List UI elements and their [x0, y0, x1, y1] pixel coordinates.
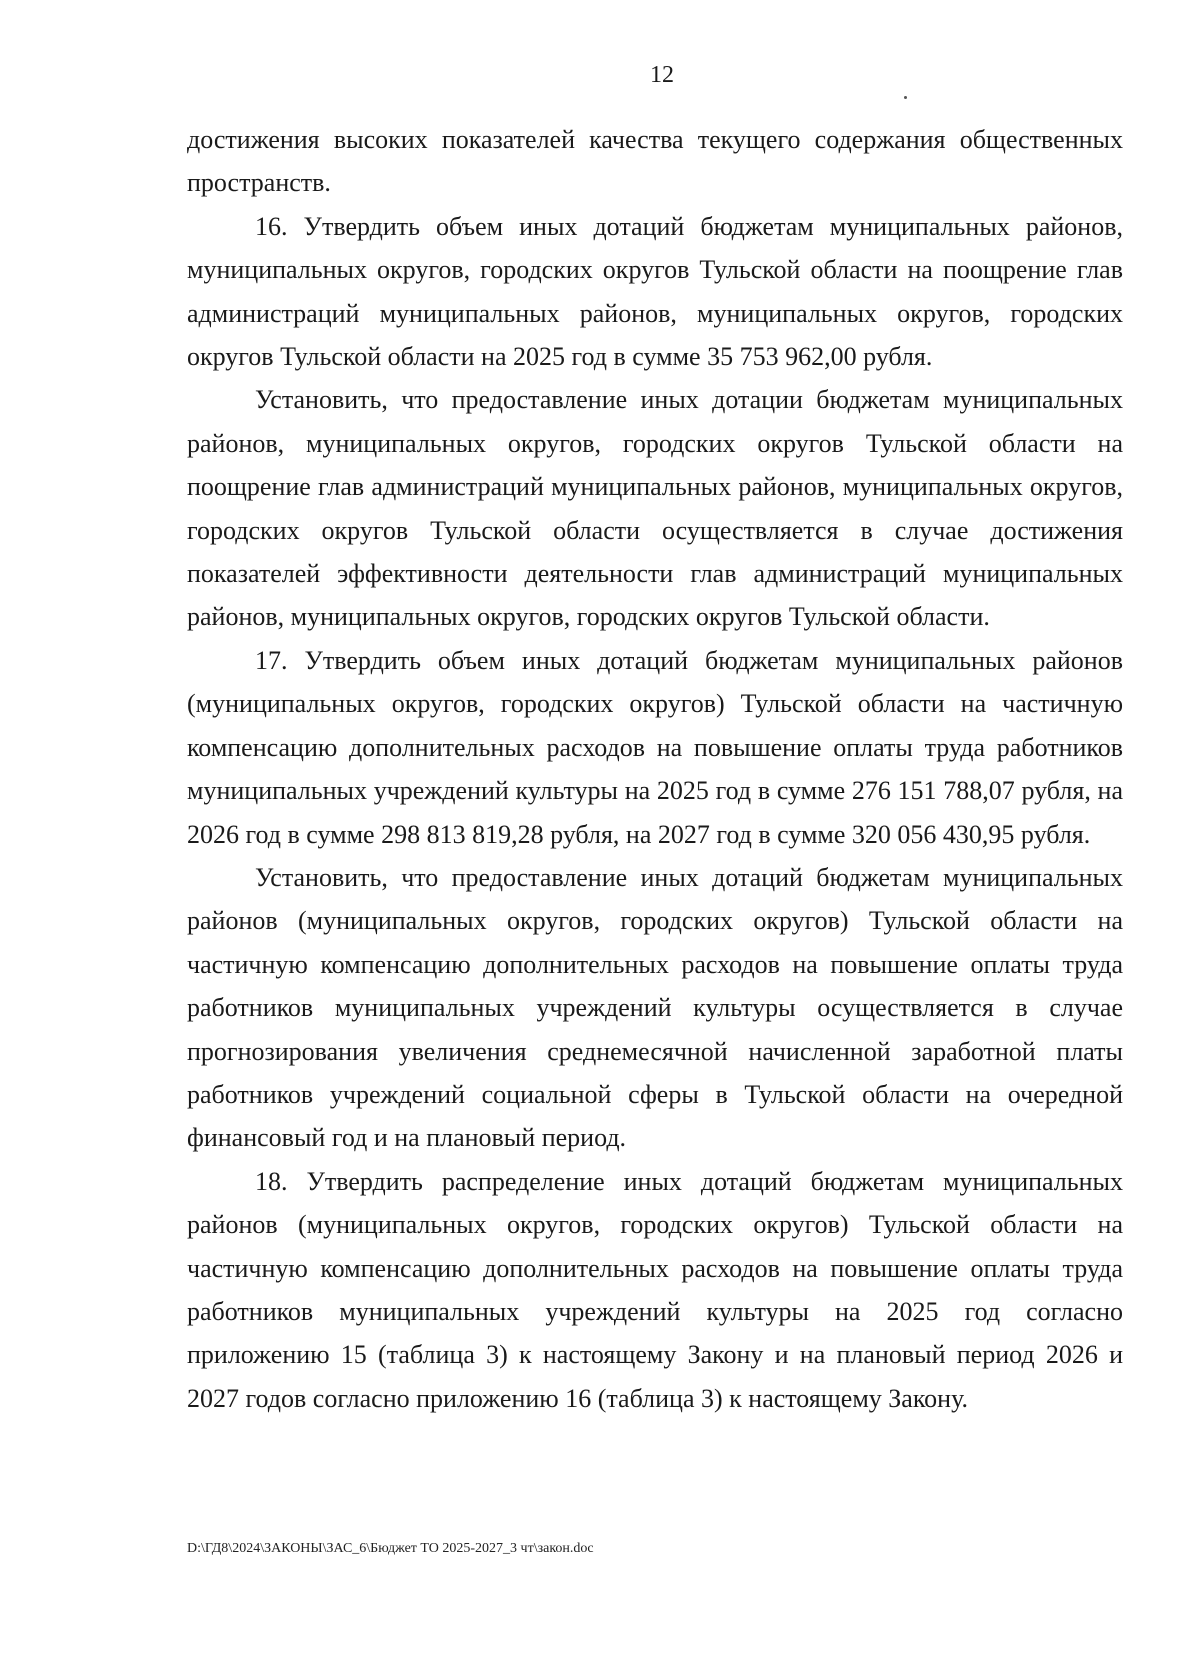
paragraph-item-17: 17. Утвердить объем иных дотаций бюджетам муниципальных районов (муниципальных округов, городских округов) Тульской области на частичную компенсацию дополнительных расходов на повышение оплаты труда работников муниципальных учреждений культуры на 2025 год в сумме 276 151 788,07 рубля, на 2026 год в сумме 298 813 819,28 рубля, на 2027 год в сумме 320 056 430,95 рубля.: [187, 645, 1123, 849]
document-body: [187, 118, 1123, 1420]
paragraph-item-18: 18. Утвердить распределение иных дотаций бюджетам муниципальных районов (муниципальных округов, городских округов) Тульской области на частичную компенсацию дополнительных расходов на повышение оплаты труда работников муниципальных учреждений культуры на 2025 год согласно приложению 15 (таблица 3) к настоящему Закону и на плановый период 2026 и 2027 годов согласно приложению 16 (таблица 3) к настоящему Закону.: [187, 1166, 1123, 1413]
paragraph-item-16: 16. Утвердить объем иных дотаций бюджетам муниципальных районов, муниципальных округов, городских округов Тульской области на поощрение глав администраций муниципальных районов, муниципальных округов, городских округов Тульской области на 2025 год в сумме 35 753 962,00 рубля.: [187, 211, 1123, 372]
footer-file-path: D:\ГД8\2024\ЗАКОНЫ\ЗАС_6\Бюджет ТО 2025-2027_3 чт\закон.doc: [187, 1541, 594, 1556]
paragraph-continuation: достижения высоких показателей качества текущего содержания общественных пространств.: [187, 125, 1123, 198]
paragraph-item-16-condition: Установить, что предоставление иных дотации бюджетам муниципальных районов, муниципальных округов, городских округов Тульской области на поощрение глав администраций муниципальных районов, муниципальных округов, городских округов Тульской области осуществляется в случае достижения показателей эффективности деятельности глав администраций муниципальных районов, муниципальных округов, городских округов Тульской области.: [187, 385, 1123, 632]
paragraph-item-17-condition: Установить, что предоставление иных дотаций бюджетам муниципальных районов (муниципальных округов, городских округов) Тульской области на частичную компенсацию дополнительных расходов на повышение оплаты труда работников муниципальных учреждений культуры осуществляется в случае прогнозирования увеличения среднемесячной начисленной заработной платы работников учреждений социальной сферы в Тульской области на очередной финансовый год и на плановый период.: [187, 862, 1123, 1153]
scan-artifact-dot: [904, 96, 907, 99]
page-number: 12: [650, 62, 674, 88]
